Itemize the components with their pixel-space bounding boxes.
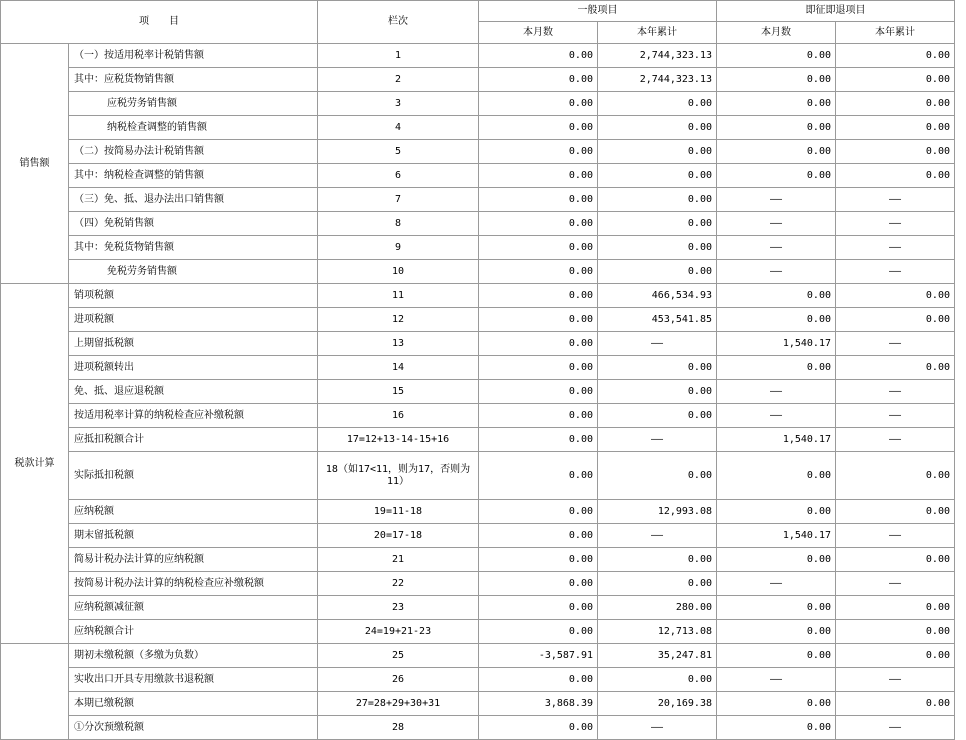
general-month-value[interactable]: 3,868.39 — [479, 692, 598, 716]
immediate-year-value[interactable]: 0.00 — [836, 548, 955, 572]
general-year-value[interactable]: 0.00 — [598, 380, 717, 404]
row-item-label: 免税劳务销售额 — [69, 260, 318, 284]
table-row — [1, 188, 955, 212]
row-column-no: 11 — [318, 284, 479, 308]
table-row — [1, 380, 955, 404]
header-row-1 — [1, 1, 955, 22]
general-month-value[interactable]: 0.00 — [479, 620, 598, 644]
row-column-no: 28 — [318, 716, 479, 740]
table-row — [1, 116, 955, 140]
header-immediate-refund-items: 即征即退项目 — [717, 1, 955, 22]
row-column-no: 15 — [318, 380, 479, 404]
row-column-no: 2 — [318, 68, 479, 92]
general-year-value[interactable]: —— — [598, 332, 717, 356]
row-item-label: ①分次预缴税额 — [69, 716, 318, 740]
row-column-no: 17=12+13-14-15+16 — [318, 428, 479, 452]
immediate-year-value[interactable]: —— — [836, 380, 955, 404]
row-item-label: 期初未缴税额（多缴为负数） — [69, 644, 318, 668]
group-label-tax-calc: 税款计算 — [1, 284, 69, 644]
row-item-label: 上期留抵税额 — [69, 332, 318, 356]
immediate-year-value[interactable]: 0.00 — [836, 92, 955, 116]
general-year-value[interactable]: 0.00 — [598, 404, 717, 428]
general-month-value[interactable]: 0.00 — [479, 212, 598, 236]
general-month-value[interactable]: 0.00 — [479, 548, 598, 572]
immediate-month-value[interactable]: 0.00 — [717, 68, 836, 92]
header-item: 项 目 — [1, 1, 318, 44]
immediate-year-value[interactable]: 0.00 — [836, 644, 955, 668]
row-column-no: 10 — [318, 260, 479, 284]
header-general-month: 本月数 — [479, 22, 598, 44]
row-column-no: 21 — [318, 548, 479, 572]
general-month-value[interactable]: -3,587.91 — [479, 644, 598, 668]
immediate-year-value[interactable]: 0.00 — [836, 164, 955, 188]
general-year-value[interactable]: 0.00 — [598, 212, 717, 236]
immediate-year-value[interactable]: 0.00 — [836, 596, 955, 620]
immediate-year-value[interactable]: 0.00 — [836, 284, 955, 308]
immediate-month-value[interactable]: 1,540.17 — [717, 332, 836, 356]
immediate-month-value[interactable]: —— — [717, 188, 836, 212]
row-column-no: 6 — [318, 164, 479, 188]
immediate-year-value[interactable]: 0.00 — [836, 116, 955, 140]
general-month-value[interactable]: 0.00 — [479, 236, 598, 260]
immediate-year-value[interactable]: 0.00 — [836, 140, 955, 164]
row-item-label: （三）免、抵、退办法出口销售额 — [69, 188, 318, 212]
row-column-no: 12 — [318, 308, 479, 332]
row-column-no: 3 — [318, 92, 479, 116]
immediate-month-value[interactable]: 0.00 — [717, 140, 836, 164]
group-label-sales: 销售额 — [1, 44, 69, 284]
row-item-label: 简易计税办法计算的应纳税额 — [69, 548, 318, 572]
immediate-month-value[interactable]: 0.00 — [717, 44, 836, 68]
immediate-month-value[interactable]: 0.00 — [717, 548, 836, 572]
general-year-value[interactable]: 0.00 — [598, 260, 717, 284]
general-year-value[interactable]: 0.00 — [598, 164, 717, 188]
immediate-year-value[interactable]: —— — [836, 668, 955, 692]
general-month-value[interactable]: 0.00 — [479, 284, 598, 308]
table-row — [1, 140, 955, 164]
table-row — [1, 92, 955, 116]
immediate-month-value[interactable]: 0.00 — [717, 356, 836, 380]
general-year-value[interactable]: —— — [598, 428, 717, 452]
immediate-year-value[interactable]: 0.00 — [836, 308, 955, 332]
general-year-value[interactable]: 0.00 — [598, 452, 717, 500]
table-row — [1, 524, 955, 548]
general-year-value[interactable]: 0.00 — [598, 92, 717, 116]
general-month-value[interactable]: 0.00 — [479, 596, 598, 620]
row-item-label: 本期已缴税额 — [69, 692, 318, 716]
general-year-value[interactable]: 0.00 — [598, 116, 717, 140]
general-year-value[interactable]: 0.00 — [598, 188, 717, 212]
row-column-no: 20=17-18 — [318, 524, 479, 548]
immediate-month-value[interactable]: 0.00 — [717, 596, 836, 620]
immediate-month-value[interactable]: —— — [717, 572, 836, 596]
immediate-month-value[interactable]: 0.00 — [717, 500, 836, 524]
general-year-value[interactable]: —— — [598, 716, 717, 740]
row-column-no: 18（如17<11，则为17，否则为11） — [318, 452, 479, 500]
immediate-month-value[interactable]: 0.00 — [717, 164, 836, 188]
table-row — [1, 548, 955, 572]
general-month-value[interactable]: 0.00 — [479, 164, 598, 188]
immediate-month-value[interactable]: 0.00 — [717, 284, 836, 308]
immediate-month-value[interactable]: 0.00 — [717, 92, 836, 116]
table-row — [1, 164, 955, 188]
immediate-year-value[interactable]: —— — [836, 428, 955, 452]
header-immediate-year: 本年累计 — [836, 22, 955, 44]
row-column-no: 24=19+21-23 — [318, 620, 479, 644]
row-column-no: 22 — [318, 572, 479, 596]
immediate-month-value[interactable]: 0.00 — [717, 452, 836, 500]
row-column-no: 27=28+29+30+31 — [318, 692, 479, 716]
general-month-value[interactable]: 0.00 — [479, 260, 598, 284]
immediate-year-value[interactable]: 0.00 — [836, 620, 955, 644]
general-year-value[interactable]: 12,993.08 — [598, 500, 717, 524]
immediate-month-value[interactable]: 0.00 — [717, 692, 836, 716]
row-item-label: 应税劳务销售额 — [69, 92, 318, 116]
row-column-no: 7 — [318, 188, 479, 212]
immediate-month-value[interactable]: —— — [717, 380, 836, 404]
table-row — [1, 596, 955, 620]
general-year-value[interactable]: 12,713.08 — [598, 620, 717, 644]
row-column-no: 4 — [318, 116, 479, 140]
row-item-label: 期末留抵税额 — [69, 524, 318, 548]
table-row — [1, 260, 955, 284]
general-year-value[interactable]: 0.00 — [598, 140, 717, 164]
general-month-value[interactable]: 0.00 — [479, 524, 598, 548]
general-year-value[interactable]: 35,247.81 — [598, 644, 717, 668]
general-year-value[interactable]: 466,534.93 — [598, 284, 717, 308]
row-column-no: 13 — [318, 332, 479, 356]
immediate-year-value[interactable]: 0.00 — [836, 44, 955, 68]
table-row — [1, 284, 955, 308]
general-month-value[interactable]: 0.00 — [479, 500, 598, 524]
table-row — [1, 404, 955, 428]
table-row — [1, 428, 955, 452]
immediate-month-value[interactable]: —— — [717, 236, 836, 260]
immediate-year-value[interactable]: 0.00 — [836, 356, 955, 380]
immediate-year-value[interactable]: 0.00 — [836, 68, 955, 92]
general-month-value[interactable]: 0.00 — [479, 92, 598, 116]
immediate-month-value[interactable]: —— — [717, 404, 836, 428]
immediate-month-value[interactable]: —— — [717, 212, 836, 236]
general-year-value[interactable]: 2,744,323.13 — [598, 44, 717, 68]
header-general-items: 一般项目 — [479, 1, 717, 22]
row-item-label: 应纳税额 — [69, 500, 318, 524]
general-month-value[interactable]: 0.00 — [479, 44, 598, 68]
immediate-year-value[interactable]: 0.00 — [836, 452, 955, 500]
header-column-no: 栏次 — [318, 1, 479, 44]
header-immediate-month: 本月数 — [717, 22, 836, 44]
row-item-label: 实收出口开具专用缴款书退税额 — [69, 668, 318, 692]
general-year-value[interactable]: 0.00 — [598, 572, 717, 596]
table-row — [1, 212, 955, 236]
general-month-value[interactable]: 0.00 — [479, 452, 598, 500]
row-item-label: 其中：应税货物销售额 — [69, 68, 318, 92]
immediate-month-value[interactable]: 0.00 — [717, 308, 836, 332]
general-month-value[interactable]: 0.00 — [479, 668, 598, 692]
table-row — [1, 716, 955, 740]
row-item-label: （四）免税销售额 — [69, 212, 318, 236]
row-item-label: （二）按简易办法计税销售额 — [69, 140, 318, 164]
general-month-value[interactable]: 0.00 — [479, 188, 598, 212]
row-column-no: 14 — [318, 356, 479, 380]
immediate-year-value[interactable]: —— — [836, 236, 955, 260]
general-month-value[interactable]: 0.00 — [479, 68, 598, 92]
row-item-label: 实际抵扣税额 — [69, 452, 318, 500]
immediate-year-value[interactable]: 0.00 — [836, 500, 955, 524]
immediate-year-value[interactable]: 0.00 — [836, 692, 955, 716]
table-row — [1, 572, 955, 596]
table-row — [1, 332, 955, 356]
immediate-year-value[interactable]: —— — [836, 716, 955, 740]
row-column-no: 8 — [318, 212, 479, 236]
immediate-month-value[interactable]: 0.00 — [717, 644, 836, 668]
immediate-year-value[interactable]: —— — [836, 212, 955, 236]
row-column-no: 26 — [318, 668, 479, 692]
row-item-label: 应纳税额减征额 — [69, 596, 318, 620]
table-row — [1, 452, 955, 500]
general-year-value[interactable]: 0.00 — [598, 356, 717, 380]
row-item-label: 进项税额 — [69, 308, 318, 332]
immediate-month-value[interactable]: 0.00 — [717, 116, 836, 140]
row-item-label: 应纳税额合计 — [69, 620, 318, 644]
row-column-no: 25 — [318, 644, 479, 668]
group-label-blank — [1, 644, 69, 740]
row-column-no: 16 — [318, 404, 479, 428]
immediate-month-value[interactable]: —— — [717, 668, 836, 692]
general-month-value[interactable]: 0.00 — [479, 308, 598, 332]
general-month-value[interactable]: 0.00 — [479, 356, 598, 380]
general-month-value[interactable]: 0.00 — [479, 140, 598, 164]
general-month-value[interactable]: 0.00 — [479, 116, 598, 140]
row-item-label: 销项税额 — [69, 284, 318, 308]
immediate-year-value[interactable]: —— — [836, 188, 955, 212]
row-item-label: 按简易计税办法计算的纳税检查应补缴税额 — [69, 572, 318, 596]
general-month-value[interactable]: 0.00 — [479, 380, 598, 404]
immediate-month-value[interactable]: —— — [717, 260, 836, 284]
row-column-no: 9 — [318, 236, 479, 260]
row-item-label: 免、抵、退应退税额 — [69, 380, 318, 404]
table-row — [1, 308, 955, 332]
table-row — [1, 620, 955, 644]
table-row — [1, 644, 955, 668]
table-row — [1, 692, 955, 716]
row-item-label: （一）按适用税率计税销售额 — [69, 44, 318, 68]
general-year-value[interactable]: 453,541.85 — [598, 308, 717, 332]
general-month-value[interactable]: 0.00 — [479, 572, 598, 596]
row-column-no: 5 — [318, 140, 479, 164]
immediate-month-value[interactable]: 0.00 — [717, 620, 836, 644]
general-year-value[interactable]: —— — [598, 524, 717, 548]
general-month-value[interactable]: 0.00 — [479, 332, 598, 356]
immediate-year-value[interactable]: —— — [836, 572, 955, 596]
row-item-label: 应抵扣税额合计 — [69, 428, 318, 452]
immediate-year-value[interactable]: —— — [836, 524, 955, 548]
row-column-no: 1 — [318, 44, 479, 68]
immediate-month-value[interactable]: 1,540.17 — [717, 428, 836, 452]
row-item-label: 纳税检查调整的销售额 — [69, 116, 318, 140]
table-row — [1, 68, 955, 92]
table-row — [1, 668, 955, 692]
table-row — [1, 236, 955, 260]
immediate-year-value[interactable]: —— — [836, 260, 955, 284]
row-item-label: 其中：纳税检查调整的销售额 — [69, 164, 318, 188]
general-month-value[interactable]: 0.00 — [479, 716, 598, 740]
immediate-year-value[interactable]: —— — [836, 332, 955, 356]
immediate-year-value[interactable]: —— — [836, 404, 955, 428]
row-item-label: 进项税额转出 — [69, 356, 318, 380]
row-item-label: 按适用税率计算的纳税检查应补缴税额 — [69, 404, 318, 428]
row-item-label: 其中：免税货物销售额 — [69, 236, 318, 260]
table-row — [1, 500, 955, 524]
general-year-value[interactable]: 0.00 — [598, 548, 717, 572]
general-year-value[interactable]: 0.00 — [598, 236, 717, 260]
general-month-value[interactable]: 0.00 — [479, 404, 598, 428]
immediate-month-value[interactable]: 0.00 — [717, 716, 836, 740]
row-column-no: 23 — [318, 596, 479, 620]
general-year-value[interactable]: 20,169.38 — [598, 692, 717, 716]
general-year-value[interactable]: 280.00 — [598, 596, 717, 620]
table-row — [1, 44, 955, 68]
table-row — [1, 356, 955, 380]
general-year-value[interactable]: 0.00 — [598, 668, 717, 692]
immediate-month-value[interactable]: 1,540.17 — [717, 524, 836, 548]
row-column-no: 19=11-18 — [318, 500, 479, 524]
table-body — [1, 1, 955, 740]
general-year-value[interactable]: 2,744,323.13 — [598, 68, 717, 92]
general-month-value[interactable]: 0.00 — [479, 428, 598, 452]
header-general-year: 本年累计 — [598, 22, 717, 44]
